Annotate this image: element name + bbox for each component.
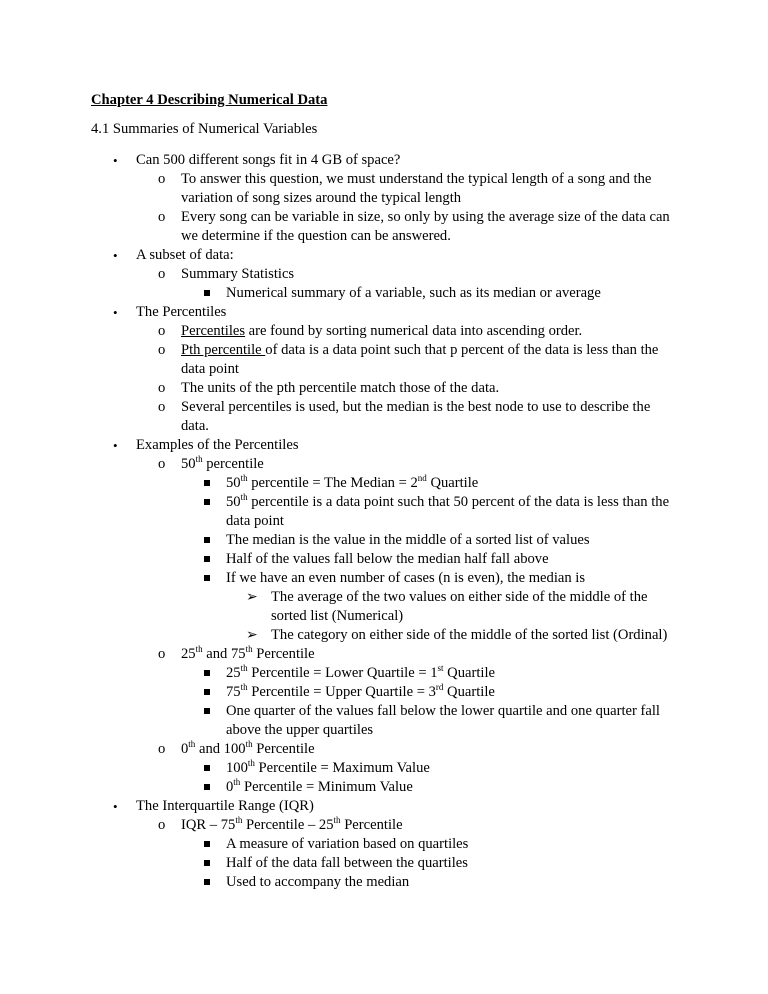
- section-heading: 4.1 Summaries of Numerical Variables: [91, 121, 318, 137]
- bullet-circle-icon: o: [158, 399, 166, 415]
- bullet-square-icon: [204, 670, 210, 676]
- bullet-square-icon: [204, 575, 210, 581]
- bullet-disc-icon: •: [113, 248, 118, 263]
- list-item: o The units of the pth percentile match those of the data.: [158, 380, 500, 396]
- bullet-circle-icon: o: [158, 646, 166, 662]
- list-item: Half of the values fall below the median half fall above: [0, 550, 768, 569]
- list-item: o Every song can be variable in size, so only by using the average size of the data can we determine if the question can be answered.: [158, 209, 670, 244]
- bullet-circle-icon: o: [158, 323, 166, 339]
- list-item: 25th Percentile = Lower Quartile = 1st Quartile: [0, 664, 768, 683]
- bullet-circle-icon: o: [158, 741, 166, 757]
- list-item: A measure of variation based on quartiles: [0, 835, 768, 854]
- bullet-square-icon: [204, 499, 210, 505]
- term-percentiles: Percentiles: [181, 323, 246, 339]
- list-item: • The Interquartile Range (IQR) o IQR – 75th Percentile – 25th Percentile A measure of variation based on quartiles Half of the data fall between the quartiles Used to accompany the median: [0, 797, 768, 892]
- list-item: o 0th and 100th Percentile 100th Percentile = Maximum Value 0th Percentile = Minimum Value: [0, 740, 768, 797]
- bullet-circle-icon: o: [158, 380, 166, 396]
- list-item: Half of the data fall between the quartiles: [0, 854, 768, 873]
- chapter-title: Chapter 4 Describing Numerical Data: [91, 92, 328, 108]
- list-item: If we have an even number of cases (n is even), the median is ➢ The average of the two values on either side of the middle of the sorted list (Numerical) ➢ The category on either side of the middle of the sorted list (Ordinal): [0, 569, 768, 645]
- arrow-bullet-icon: ➢: [246, 590, 258, 605]
- list-item: • Can 500 different songs fit in 4 GB of space? o To answer this question, we must understand the typical length of a song and the variation of song sizes around the typical length o Every song can be variable in size, so only by using the average size of the data can we determine if the question can be answered.: [0, 151, 768, 246]
- list-item: • Examples of the Percentiles o 50th percentile 50th percentile = The Median = 2nd Quartile 50th percentile is a data point such that 50 percent of the data is less than the data point The median is the value in the middle of a sorted list of values Half of the values fall below the median half fall above If we have an even number of cases (n is even), the median is ➢ The average of the two values on either side of the middle of the sorted list (Numerical) ➢ The category on either side of the middle of the sorted list (Ordinal) o 25th and 75th Percentile 25th Percentile = Lower Quartile = 1st Quartile 75th Percentile = Upper Quartile = 3rd Quartile One quarter of the values fall below the lower quartile and one quarter fall above the upper quartiles o 0th and 100th Percentile 100th Percentile = Maximum Value 0th Percentile = Minimum Value: [0, 436, 768, 797]
- list-item: o 25th and 75th Percentile 25th Percentile = Lower Quartile = 1st Quartile 75th Percentile = Upper Quartile = 3rd Quartile One quarter of the values fall below the lower quartile and one quarter fall above the upper quartiles: [0, 645, 768, 740]
- bullet-square-icon: [204, 765, 210, 771]
- bullet-disc-icon: •: [113, 438, 118, 453]
- term-pth-percentile: Pth percentile: [181, 342, 266, 358]
- list-item: 100th Percentile = Maximum Value: [0, 759, 768, 778]
- bullet-circle-icon: o: [158, 817, 166, 833]
- list-item: The median is the value in the middle of a sorted list of values: [0, 531, 768, 550]
- bullet-disc-icon: •: [113, 799, 118, 814]
- list-item: 50th percentile = The Median = 2nd Quartile: [0, 474, 768, 493]
- bullet-square-icon: [204, 860, 210, 866]
- bullet-square-icon: [204, 480, 210, 486]
- bullet-square-icon: [204, 556, 210, 562]
- bullet-circle-icon: o: [158, 342, 166, 358]
- arrow-bullet-icon: ➢: [246, 628, 258, 643]
- list-item: 50th percentile is a data point such that 50 percent of the data is less than the data point: [0, 493, 768, 531]
- bullet-square-icon: [204, 841, 210, 847]
- bullet-square-icon: [204, 290, 210, 296]
- bullet-square-icon: [204, 708, 210, 714]
- list-item: o Several percentiles is used, but the median is the best node to use to describe the data.: [158, 399, 651, 434]
- bullet-disc-icon: •: [113, 153, 118, 168]
- bullet-circle-icon: o: [158, 266, 166, 282]
- list-item: One quarter of the values fall below the lower quartile and one quarter fall above the upper quartiles: [0, 702, 768, 740]
- list-item: • The Percentiles o Percentiles are found by sorting numerical data into ascending order. o Pth percentile of data is a data point such that p percent of the data is less than the data point o The units of the pth percentile match those of the data. o Several percentiles is used, but the median is the best node to use to describe the data.: [0, 303, 768, 436]
- bullet-circle-icon: o: [158, 209, 166, 225]
- list-item: o 50th percentile 50th percentile = The Median = 2nd Quartile 50th percentile is a data point such that 50 percent of the data is less than the data point The median is the value in the middle of a sorted list of values Half of the values fall below the median half fall above If we have an even number of cases (n is even), the median is ➢ The average of the two values on either side of the middle of the sorted list (Numerical) ➢ The category on either side of the middle of the sorted list (Ordinal): [0, 455, 768, 645]
- list-item: o Percentiles are found by sorting numerical data into ascending order.: [158, 323, 583, 339]
- bullet-square-icon: [204, 784, 210, 790]
- bullet-square-icon: [204, 537, 210, 543]
- list-item: o IQR – 75th Percentile – 25th Percentile A measure of variation based on quartiles Half of the data fall between the quartiles Used to accompany the median: [0, 816, 768, 892]
- list-item: o To answer this question, we must understand the typical length of a song and the variation of song sizes around the typical length: [158, 171, 652, 206]
- list-item: 75th Percentile = Upper Quartile = 3rd Quartile: [0, 683, 768, 702]
- list-item: o Summary Statistics Numerical summary of a variable, such as its median or average: [0, 265, 768, 303]
- list-item: • A subset of data: o Summary Statistics Numerical summary of a variable, such as its median or average: [0, 246, 768, 303]
- bullet-circle-icon: o: [158, 456, 166, 472]
- list-item: 0th Percentile = Minimum Value: [0, 778, 768, 797]
- bullet-list: [0, 151, 768, 892]
- bullet-square-icon: [204, 689, 210, 695]
- list-item: Numerical summary of a variable, such as its median or average: [0, 284, 768, 303]
- list-item: ➢ The average of the two values on either side of the middle of the sorted list (Numerical): [246, 589, 648, 624]
- list-item: o Pth percentile of data is a data point such that p percent of the data is less than the data point: [158, 342, 659, 377]
- list-item: Used to accompany the median: [0, 873, 768, 892]
- bullet-circle-icon: o: [158, 171, 166, 187]
- bullet-square-icon: [204, 879, 210, 885]
- bullet-disc-icon: •: [113, 305, 118, 320]
- list-item: ➢ The category on either side of the middle of the sorted list (Ordinal): [246, 627, 668, 643]
